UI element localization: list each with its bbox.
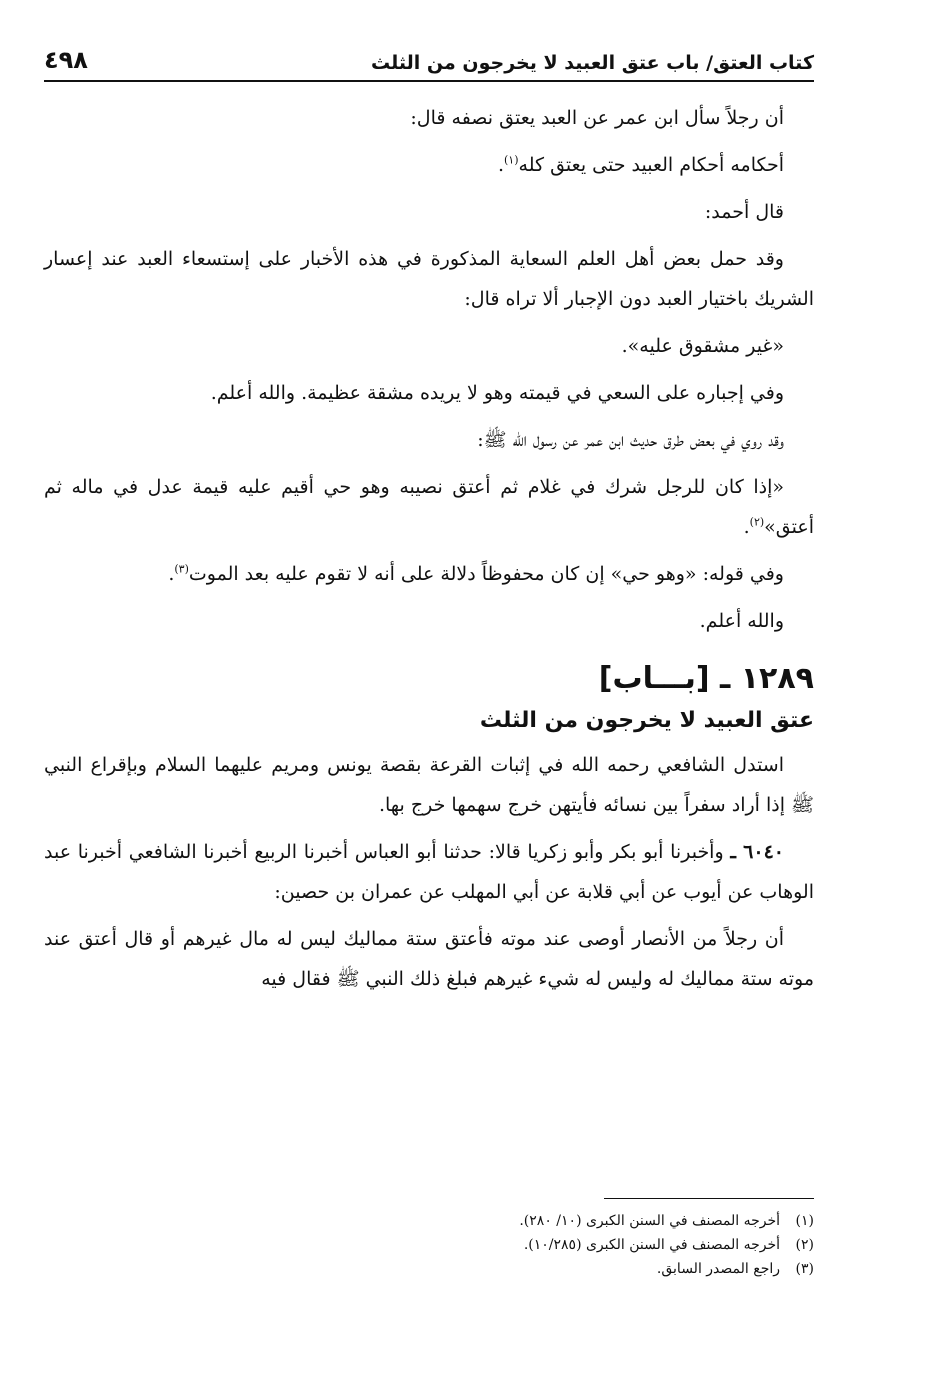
footnote-text: أخرجه المصنف في السنن الكبرى (١٠/٢٨٥).: [523, 1237, 780, 1253]
footnote-text: أخرجه المصنف في السنن الكبرى (١٠/ ٢٨٠).: [519, 1213, 780, 1229]
chapter-heading: [44, 657, 814, 741]
footnote-ref: (٢): [749, 515, 765, 529]
footnote-ref: (٣): [174, 562, 189, 576]
paragraph: وقد حمل بعض أهل العلم السعاية المذكورة في هذه الأخبار على إستسعاء العبد عند إعسار الشريك باختيار العبد دون الإجبار ألا تراه قال:: [44, 248, 814, 310]
paragraph: أن رجلاً سأل ابن عمر عن العبد يعتق نصفه قال:: [410, 107, 784, 129]
footnote: [44, 1209, 814, 1233]
paragraph: أحكامه أحكام العبيد حتى يعتق كله$^{(١)}$.: [497, 153, 784, 176]
chapter-title: عتق العبيد لا يخرجون من الثلث: [479, 708, 814, 733]
running-header: [44, 40, 814, 82]
footnote-mark: (٢): [795, 1237, 814, 1253]
footnotes: [44, 1198, 814, 1281]
footnote-mark: (٣): [795, 1261, 814, 1277]
paragraph: «غير مشقوق عليه».: [621, 335, 784, 357]
paragraph: وفي قوله: «وهو حي» إن كان محفوظاً دلالة على أنه لا تقوم عليه بعد الموت$^{(٣)}$.: [168, 562, 784, 585]
paragraph: وقد روي في بعض طرق حديث ابن عمر عن رسول الله ﷺ:: [477, 429, 784, 451]
paragraph: «إذا كان للرجل شرك في غلام ثم أعتق نصيبه وهو حي أقيم عليه قيمة عدل في ماله ثم أعتق»$^{(٢)}$.: [44, 476, 814, 538]
footnote: [44, 1257, 814, 1281]
hadith-number: ٦٠٤٠ ـ: [730, 841, 784, 863]
main-text: [44, 98, 814, 999]
running-title: كتاب العتق/ باب عتق العبيد لا يخرجون من الثلث: [371, 52, 814, 74]
footnote-mark: (١): [795, 1213, 814, 1229]
paragraph: وفي إجباره على السعي في قيمته وهو لا يريده مشقة عظيمة. والله أعلم.: [210, 382, 784, 404]
paragraph: استدل الشافعي رحمه الله في إثبات القرعة بقصة يونس ومريم عليهما السلام وبإقراع النبي ﷺ إذا أراد سفراً بين نسائه فأيتهن خرج سهمها خرج بها.: [44, 754, 814, 816]
paragraph: قال أحمد:: [704, 201, 784, 223]
footnote: [44, 1233, 814, 1257]
chapter-number: ١٢٨٩ ـ [بـــاب]: [598, 661, 814, 696]
paragraph: والله أعلم.: [699, 610, 784, 632]
paragraph: ٦٠٤٠ ـ وأخبرنا أبو بكر وأبو زكريا قالا: حدثنا أبو العباس أخبرنا الربيع أخبرنا الشافعي أخبرنا عبد الوهاب عن أيوب عن أبي قلابة عن أبي المهلب عن عمران بن حصين:: [44, 841, 814, 903]
footnote-ref: (١): [504, 153, 519, 167]
book-page: [44, 40, 814, 1340]
footnote-text: راجع المصدر السابق.: [656, 1261, 780, 1277]
page-number: ٤٩٨: [44, 46, 88, 74]
paragraph: أن رجلاً من الأنصار أوصى عند موته فأعتق ستة مماليك ليس له مال غيرهم أو قال أعتق عند موته ستة مماليك له وليس له شيء غيرهم فبلغ ذلك النبي ﷺ فقال فيه: [44, 928, 814, 990]
